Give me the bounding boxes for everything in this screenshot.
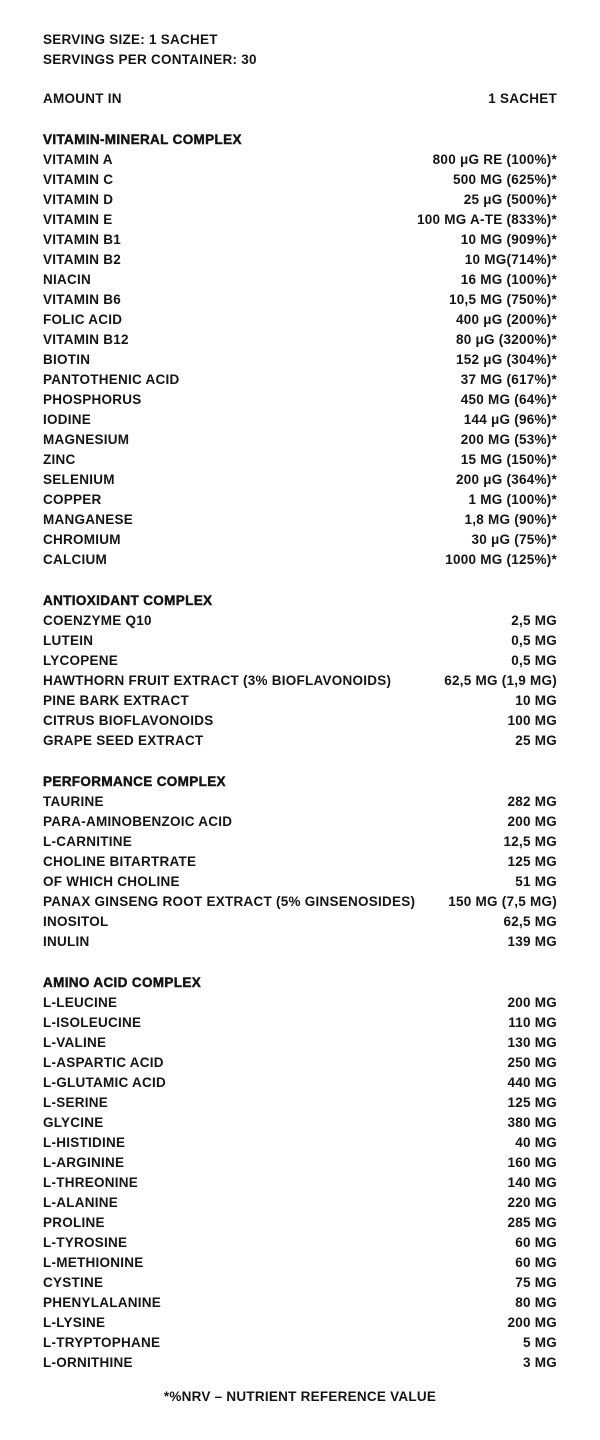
table-row xyxy=(43,430,557,450)
ingredient-name: VITAMIN C xyxy=(43,172,114,187)
table-row xyxy=(43,1213,557,1233)
ingredient-amount: 15 MG (150%)* xyxy=(460,452,557,467)
ingredient-amount: 2,5 MG xyxy=(511,613,557,628)
table-row xyxy=(43,1293,557,1313)
ingredient-amount: 130 MG xyxy=(507,1035,557,1050)
ingredient-name: PANAX GINSENG ROOT EXTRACT (5% GINSENOSIDES) xyxy=(43,894,416,909)
table-row xyxy=(43,892,557,912)
ingredient-name: CITRUS BIOFLAVONOIDS xyxy=(43,713,214,728)
table-row xyxy=(43,1173,557,1193)
ingredient-amount: 10 MG (909%)* xyxy=(460,232,557,247)
table-row xyxy=(43,651,557,671)
ingredient-amount: 285 MG xyxy=(507,1215,557,1230)
ingredient-name: L-METHIONINE xyxy=(43,1255,144,1270)
table-row xyxy=(43,912,557,932)
table-row xyxy=(43,190,557,210)
table-row xyxy=(43,691,557,711)
section xyxy=(43,591,557,751)
ingredient-name: LYCOPENE xyxy=(43,653,119,668)
ingredient-name: VITAMIN B6 xyxy=(43,292,122,307)
table-row xyxy=(43,792,557,812)
ingredient-amount: 25 MG xyxy=(515,733,557,748)
ingredient-amount: 60 MG xyxy=(515,1235,557,1250)
ingredient-amount: 1 MG (100%)* xyxy=(468,492,557,507)
ingredient-amount: 1000 MG (125%)* xyxy=(445,552,557,567)
ingredient-amount: 800 μG RE (100%)* xyxy=(432,152,557,167)
nrv-footnote: *%NRV – NUTRIENT REFERENCE VALUE xyxy=(163,1389,437,1404)
table-row xyxy=(43,250,557,270)
table-row xyxy=(43,932,557,952)
ingredient-amount: 40 MG xyxy=(515,1135,557,1150)
servings-per-container-row xyxy=(43,50,557,70)
ingredient-name: PANTOTHENIC ACID xyxy=(43,372,180,387)
ingredient-amount: 282 MG xyxy=(507,794,557,809)
ingredient-amount: 380 MG xyxy=(507,1115,557,1130)
ingredient-amount: 30 μG (75%)* xyxy=(471,532,557,547)
table-row xyxy=(43,230,557,250)
ingredient-name: COPPER xyxy=(43,492,102,507)
section-title: ANTIOXIDANT COMPLEX xyxy=(43,593,213,608)
ingredient-amount: 160 MG xyxy=(507,1155,557,1170)
ingredient-name: ZINC xyxy=(43,452,76,467)
ingredient-name: TAURINE xyxy=(43,794,104,809)
ingredient-name: L-VALINE xyxy=(43,1035,107,1050)
ingredient-amount: 139 MG xyxy=(507,934,557,949)
table-row xyxy=(43,270,557,290)
table-row xyxy=(43,370,557,390)
ingredient-name: CHROMIUM xyxy=(43,532,121,547)
ingredient-name: L-GLUTAMIC ACID xyxy=(43,1075,166,1090)
servings-per-container-text: SERVINGS PER CONTAINER: 30 xyxy=(43,52,257,67)
ingredient-name: VITAMIN A xyxy=(43,152,113,167)
ingredient-amount: 0,5 MG xyxy=(511,633,557,648)
ingredient-amount: 400 μG (200%)* xyxy=(455,312,557,327)
table-row xyxy=(43,290,557,310)
table-row xyxy=(43,1013,557,1033)
ingredient-name: L-ALANINE xyxy=(43,1195,118,1210)
ingredient-name: MANGANESE xyxy=(43,512,134,527)
ingredient-name: L-LEUCINE xyxy=(43,995,118,1010)
serving-size-row xyxy=(43,30,557,50)
ingredient-amount: 220 MG xyxy=(507,1195,557,1210)
ingredient-name: PARA-AMINOBENZOIC ACID xyxy=(43,814,233,829)
ingredient-amount: 125 MG xyxy=(507,854,557,869)
ingredient-name: PINE BARK EXTRACT xyxy=(43,693,190,708)
section-title: VITAMIN-MINERAL COMPLEX xyxy=(43,132,242,147)
ingredient-amount: 500 MG (625%)* xyxy=(452,172,557,187)
ingredient-name: L-HISTIDINE xyxy=(43,1135,126,1150)
ingredient-amount: 200 μG (364%)* xyxy=(455,472,557,487)
table-row xyxy=(43,210,557,230)
table-row xyxy=(43,170,557,190)
table-row xyxy=(43,1053,557,1073)
ingredient-name: L-ARGININE xyxy=(43,1155,125,1170)
ingredient-name: L-TRYPTOPHANE xyxy=(43,1335,161,1350)
ingredient-amount: 62,5 MG xyxy=(503,914,557,929)
ingredient-name: IODINE xyxy=(43,412,92,427)
table-row xyxy=(43,470,557,490)
ingredient-amount: 80 μG (3200%)* xyxy=(455,332,557,347)
ingredient-name: L-LYSINE xyxy=(43,1315,106,1330)
table-row xyxy=(43,832,557,852)
serving-size-text: SERVING SIZE: 1 SACHET xyxy=(43,32,218,47)
ingredient-amount: 200 MG (53%)* xyxy=(460,432,557,447)
table-row xyxy=(43,1093,557,1113)
section xyxy=(43,973,557,1373)
table-row xyxy=(43,1353,557,1373)
table-row xyxy=(43,1193,557,1213)
table-row xyxy=(43,150,557,170)
amount-in-value: 1 SACHET xyxy=(488,91,557,106)
table-row xyxy=(43,631,557,651)
section xyxy=(43,130,557,570)
ingredient-name: SELENIUM xyxy=(43,472,115,487)
ingredient-amount: 250 MG xyxy=(507,1055,557,1070)
ingredient-amount: 150 MG (7,5 MG) xyxy=(448,894,557,909)
table-row xyxy=(43,1113,557,1133)
table-row xyxy=(43,530,557,550)
table-row xyxy=(43,1033,557,1053)
table-row xyxy=(43,812,557,832)
ingredient-amount: 125 MG xyxy=(507,1095,557,1110)
ingredient-amount: 110 MG xyxy=(508,1015,557,1030)
ingredient-name: NIACIN xyxy=(43,272,91,287)
table-row xyxy=(43,872,557,892)
ingredient-amount: 0,5 MG xyxy=(511,653,557,668)
ingredient-amount: 100 MG A-TE (833%)* xyxy=(416,212,557,227)
ingredient-amount: 3 MG xyxy=(522,1355,557,1370)
ingredient-name: L-SERINE xyxy=(43,1095,109,1110)
ingredient-amount: 51 MG xyxy=(515,874,557,889)
amount-header-row xyxy=(43,89,557,109)
table-row xyxy=(43,510,557,530)
table-row xyxy=(43,310,557,330)
ingredient-amount: 200 MG xyxy=(507,814,557,829)
ingredient-name: OF WHICH CHOLINE xyxy=(43,874,180,889)
ingredient-amount: 62,5 MG (1,9 MG) xyxy=(444,673,557,688)
ingredient-name: VITAMIN B1 xyxy=(43,232,122,247)
amount-in-label: AMOUNT IN xyxy=(43,91,122,106)
table-row xyxy=(43,611,557,631)
ingredient-amount: 10,5 MG (750%)* xyxy=(448,292,557,307)
ingredient-name: COENZYME Q10 xyxy=(43,613,152,628)
ingredient-amount: 10 MG(714%)* xyxy=(464,252,557,267)
ingredient-amount: 152 μG (304%)* xyxy=(455,352,557,367)
table-row xyxy=(43,330,557,350)
ingredient-name: L-CARNITINE xyxy=(43,834,132,849)
ingredient-amount: 200 MG xyxy=(507,995,557,1010)
section xyxy=(43,772,557,952)
ingredient-amount: 450 MG (64%)* xyxy=(460,392,557,407)
ingredient-name: PHOSPHORUS xyxy=(43,392,142,407)
table-row xyxy=(43,390,557,410)
ingredient-name: LUTEIN xyxy=(43,633,94,648)
ingredient-amount: 144 μG (96%)* xyxy=(463,412,557,427)
ingredient-amount: 80 MG xyxy=(515,1295,557,1310)
table-row xyxy=(43,731,557,751)
table-row xyxy=(43,1313,557,1333)
table-row xyxy=(43,410,557,430)
section-title: AMINO ACID COMPLEX xyxy=(43,975,202,990)
table-row xyxy=(43,450,557,470)
ingredient-name: INULIN xyxy=(43,934,90,949)
ingredient-name: VITAMIN B2 xyxy=(43,252,122,267)
ingredient-amount: 100 MG xyxy=(507,713,557,728)
section-title: PERFORMANCE COMPLEX xyxy=(43,774,226,789)
ingredient-name: L-ISOLEUCINE xyxy=(43,1015,142,1030)
ingredient-amount: 5 MG xyxy=(522,1335,557,1350)
ingredient-amount: 12,5 MG xyxy=(503,834,557,849)
table-row xyxy=(43,1273,557,1293)
ingredient-name: VITAMIN D xyxy=(43,192,114,207)
table-row xyxy=(43,852,557,872)
table-row xyxy=(43,550,557,570)
ingredient-amount: 140 MG xyxy=(507,1175,557,1190)
ingredient-amount: 10 MG xyxy=(515,693,557,708)
ingredient-amount: 75 MG xyxy=(515,1275,557,1290)
table-row xyxy=(43,711,557,731)
table-row xyxy=(43,1333,557,1353)
ingredient-name: FOLIC ACID xyxy=(43,312,123,327)
table-row xyxy=(43,1233,557,1253)
ingredient-name: VITAMIN E xyxy=(43,212,113,227)
sections-container xyxy=(43,130,557,1373)
ingredient-name: L-THREONINE xyxy=(43,1175,138,1190)
ingredient-name: VITAMIN B12 xyxy=(43,332,129,347)
ingredient-name: CALCIUM xyxy=(43,552,107,567)
ingredient-name: L-ASPARTIC ACID xyxy=(43,1055,164,1070)
table-row xyxy=(43,1253,557,1273)
ingredient-amount: 60 MG xyxy=(515,1255,557,1270)
ingredient-name: PROLINE xyxy=(43,1215,105,1230)
ingredient-name: CHOLINE BITARTRATE xyxy=(43,854,197,869)
ingredient-name: MAGNESIUM xyxy=(43,432,130,447)
ingredient-name: INOSITOL xyxy=(43,914,109,929)
ingredient-name: L-TYROSINE xyxy=(43,1235,128,1250)
ingredient-name: BIOTIN xyxy=(43,352,91,367)
ingredient-name: GRAPE SEED EXTRACT xyxy=(43,733,204,748)
ingredient-name: CYSTINE xyxy=(43,1275,104,1290)
ingredient-amount: 1,8 MG (90%)* xyxy=(464,512,557,527)
ingredient-name: PHENYLALANINE xyxy=(43,1295,162,1310)
table-row xyxy=(43,671,557,691)
table-row xyxy=(43,1073,557,1093)
table-row xyxy=(43,1153,557,1173)
table-row xyxy=(43,993,557,1013)
table-row xyxy=(43,490,557,510)
ingredient-amount: 37 MG (617%)* xyxy=(460,372,557,387)
ingredient-name: L-ORNITHINE xyxy=(43,1355,133,1370)
ingredient-name: HAWTHORN FRUIT EXTRACT (3% BIOFLAVONOIDS) xyxy=(43,673,392,688)
ingredient-name: GLYCINE xyxy=(43,1115,104,1130)
table-row xyxy=(43,1133,557,1153)
ingredient-amount: 25 μG (500%)* xyxy=(463,192,557,207)
ingredient-amount: 200 MG xyxy=(507,1315,557,1330)
ingredient-amount: 440 MG xyxy=(507,1075,557,1090)
table-row xyxy=(43,350,557,370)
ingredient-amount: 16 MG (100%)* xyxy=(460,272,557,287)
